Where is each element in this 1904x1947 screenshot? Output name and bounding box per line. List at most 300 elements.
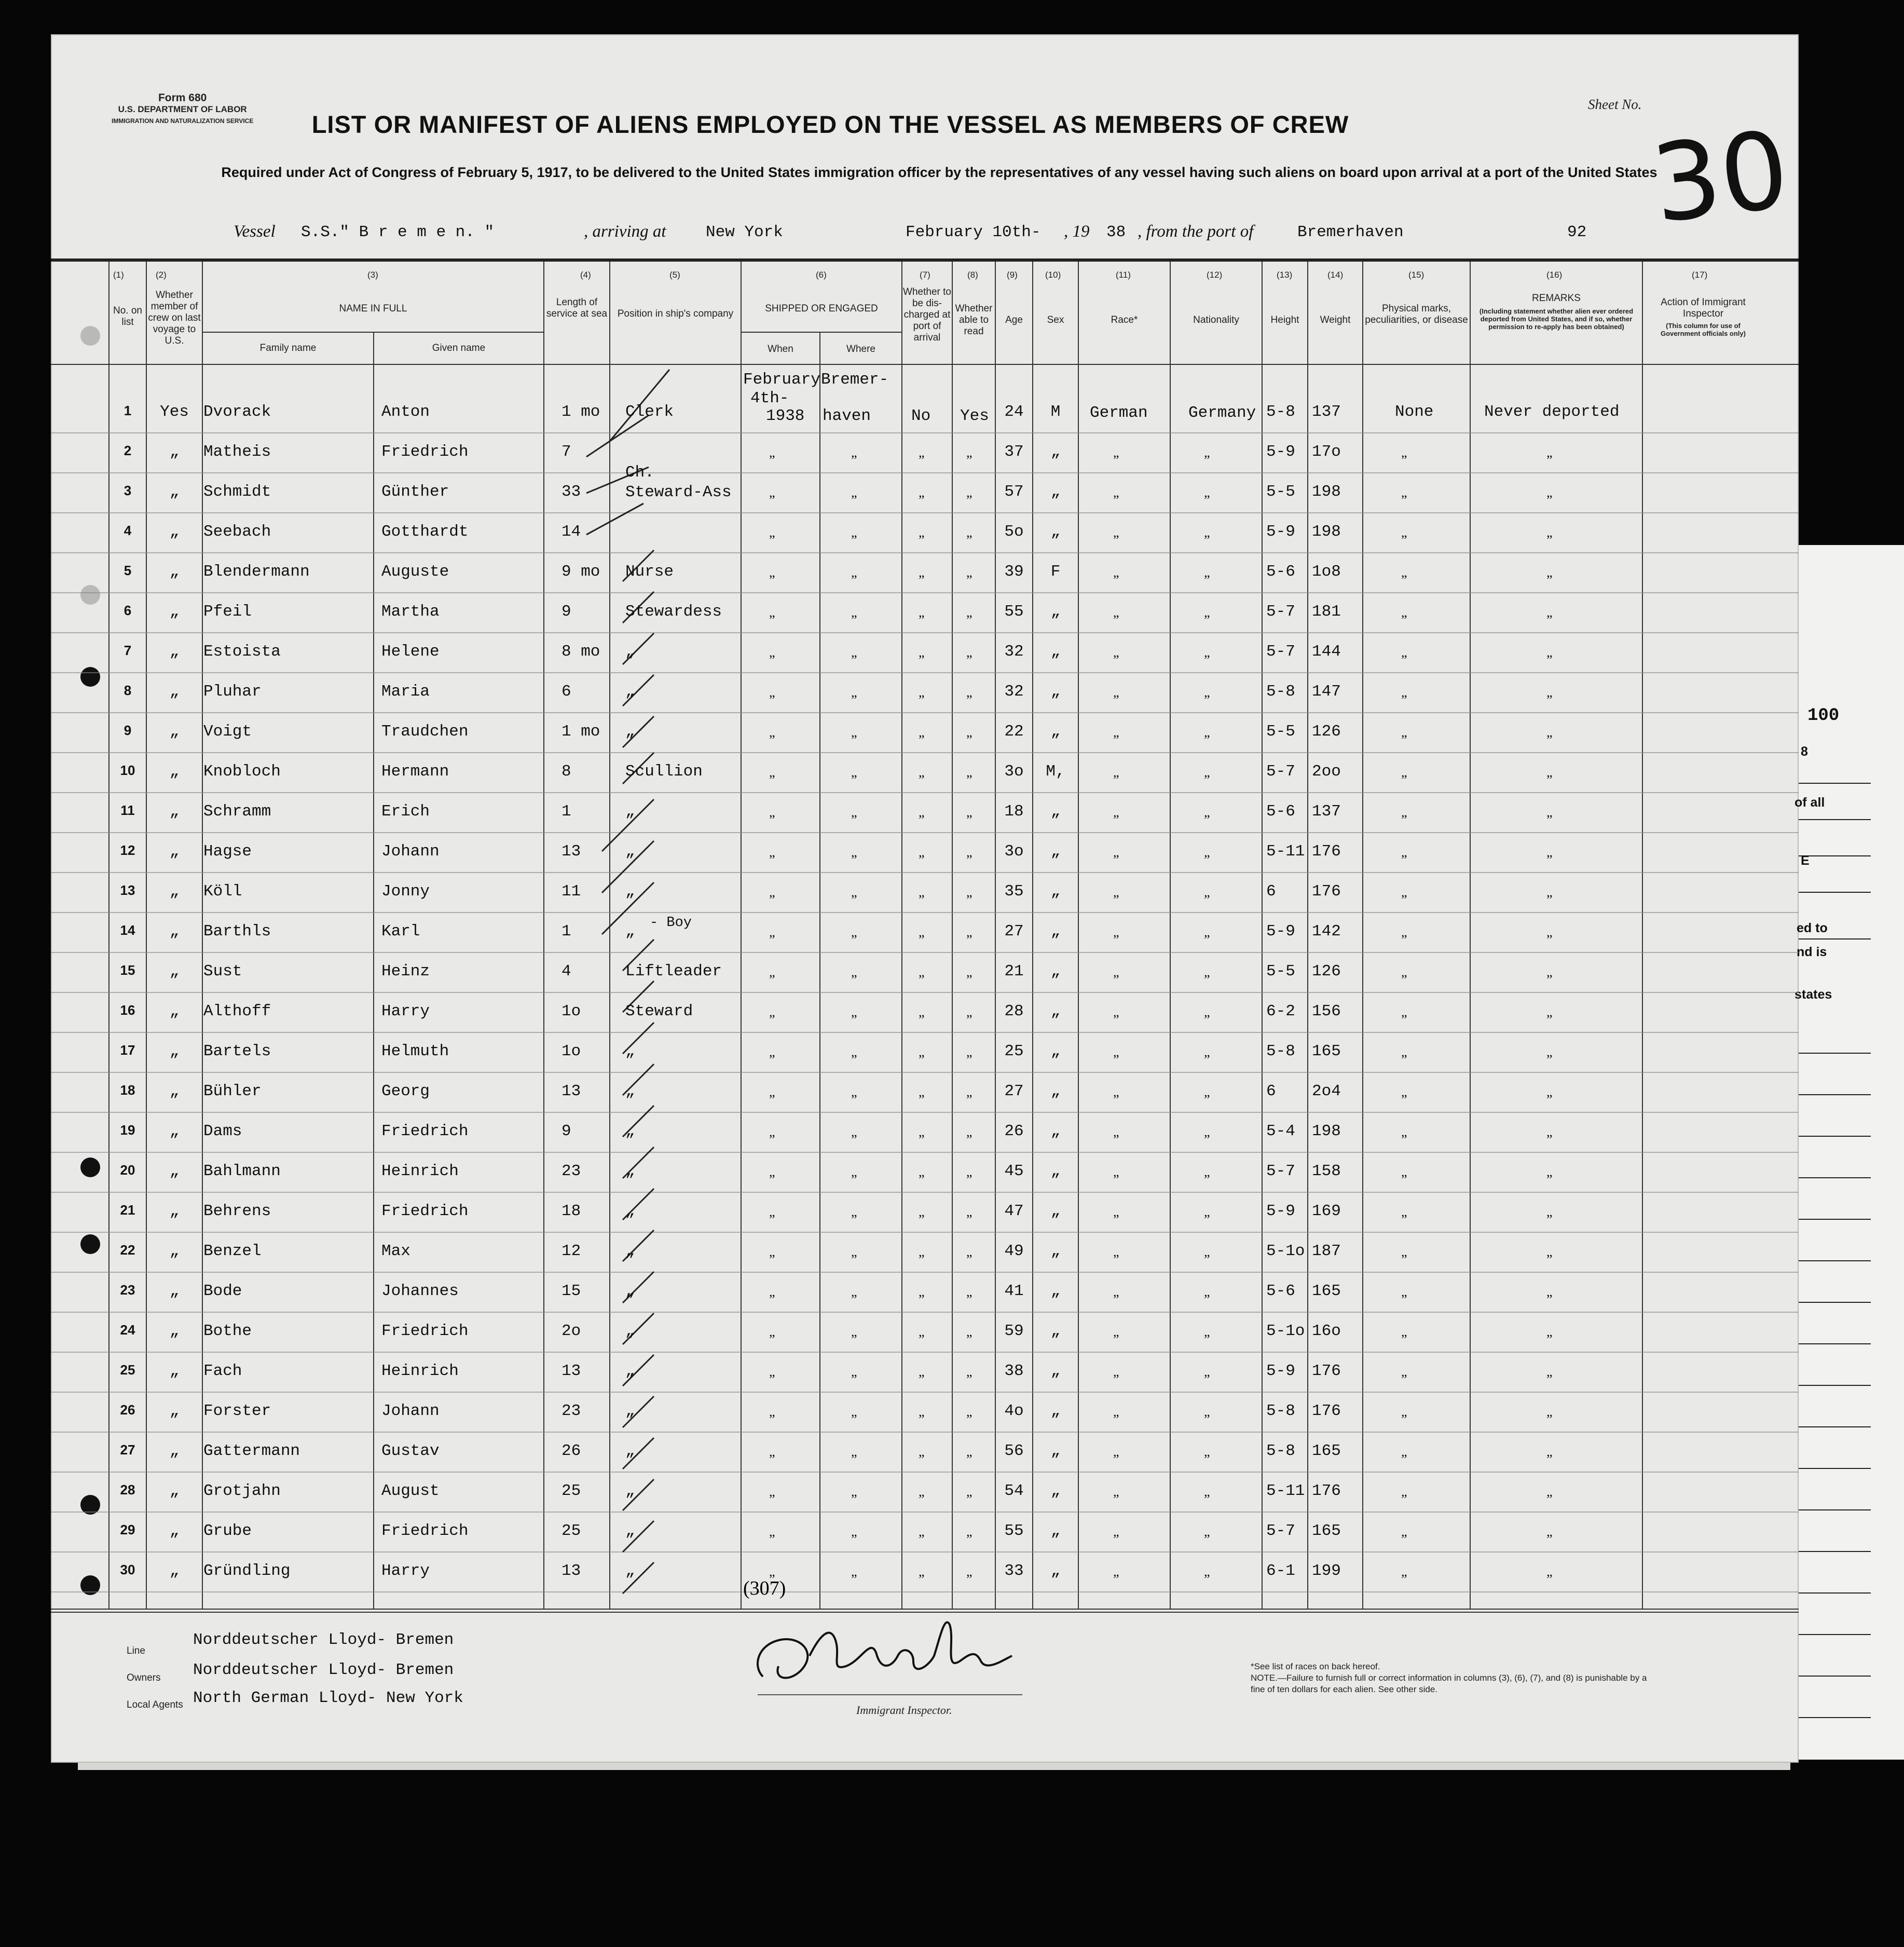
ditto-mark: „ [1546, 525, 1553, 540]
shipped-when: 4th- [750, 389, 789, 407]
header-name-in-full: NAME IN FULL [339, 303, 407, 314]
ditto-mark: „ [919, 1244, 925, 1259]
weight-value: 169 [1312, 1202, 1341, 1220]
position-value: „ [625, 1122, 635, 1140]
given-name-value: Friedrich [381, 1122, 469, 1140]
given-name-value: Jonny [381, 882, 430, 901]
given-name-value: Harry [381, 1562, 430, 1580]
ditto-mark: „ [1401, 1484, 1407, 1499]
family-name-value: Bothe [203, 1322, 252, 1340]
position-value: „ [625, 683, 635, 701]
sex-value: F [1050, 563, 1061, 581]
ditto-mark: „ [769, 1484, 775, 1499]
column-number: (9) [1007, 270, 1018, 280]
header-family-name: Family name [259, 343, 317, 353]
ditto-mark: „ [769, 1524, 775, 1539]
from-port-label: , from the port of [1138, 222, 1254, 241]
row-number: 6 [124, 603, 132, 618]
ditto-mark: „ [769, 1564, 775, 1579]
ditto-mark: „ [1546, 805, 1553, 820]
weight-value: 2o4 [1312, 1082, 1341, 1100]
ditto-mark: „ [919, 525, 925, 540]
given-name-value: Anton [381, 403, 430, 421]
service-length-value: 1o [561, 1002, 581, 1020]
ditto-mark: „ [1401, 845, 1407, 860]
ditto-mark: „ [919, 445, 925, 460]
shipped-when: 1938 [766, 407, 805, 425]
ditto-mark: „ [1546, 964, 1553, 979]
sex-value: „ [1050, 723, 1061, 741]
ditto-mark: „ [966, 485, 972, 500]
ditto-mark: „ [1204, 805, 1210, 820]
position-value: Steward [625, 1002, 693, 1020]
weight-value: 176 [1312, 1402, 1341, 1420]
weight-value: 198 [1312, 523, 1341, 541]
column-number: (15) [1408, 270, 1424, 280]
ditto-mark: „ [1113, 1444, 1119, 1459]
family-name-value: Voigt [203, 723, 252, 741]
column-number: (17) [1692, 270, 1708, 280]
family-name-value: Althoff [203, 1002, 271, 1020]
family-name-value: Matheis [203, 443, 271, 461]
sex-value: „ [1050, 922, 1061, 941]
ditto-mark: „ [966, 725, 972, 740]
ditto-mark: „ [1546, 725, 1553, 740]
service-length-value: 18 [561, 1202, 581, 1220]
position-value: „ [625, 1202, 635, 1220]
last-voyage-value: „ [169, 523, 180, 541]
ditto-mark: „ [1401, 1084, 1407, 1099]
ditto-mark: „ [919, 1404, 925, 1419]
weight-value: 16o [1312, 1322, 1341, 1340]
given-name-value: Johann [381, 842, 440, 861]
ditto-mark: „ [1546, 1204, 1553, 1219]
height-value: 5-9 [1266, 523, 1295, 541]
height-value: 6-1 [1266, 1562, 1295, 1580]
ditto-mark: „ [1113, 1324, 1119, 1339]
extra-number: 92 [1567, 223, 1587, 241]
sex-value: „ [1050, 1562, 1061, 1580]
row-number: 29 [120, 1522, 135, 1537]
height-value: 5-7 [1266, 763, 1295, 781]
service-length-value: 11 [561, 882, 581, 901]
height-value: 5-1o [1266, 1322, 1305, 1340]
ditto-mark: „ [919, 565, 925, 580]
given-name-value: Friedrich [381, 443, 469, 461]
ditto-mark: „ [919, 924, 925, 940]
column-number: (3) [367, 270, 378, 280]
weight-value: 137 [1312, 403, 1341, 421]
height-value: 5-6 [1266, 1282, 1295, 1300]
position-value: „ [625, 1522, 635, 1540]
position-value: „ [625, 922, 635, 941]
ditto-mark: „ [1113, 1564, 1119, 1579]
family-name-value: Fach [203, 1362, 242, 1380]
service-length-value: 23 [561, 1402, 581, 1420]
last-voyage-value: „ [169, 842, 180, 861]
row-number: 24 [120, 1322, 135, 1338]
row-number: 30 [120, 1562, 135, 1577]
ditto-mark: „ [1546, 1044, 1553, 1059]
ditto-mark: „ [1401, 1324, 1407, 1339]
family-name-value: Pfeil [203, 603, 252, 621]
column-number: (7) [920, 270, 930, 280]
height-value: 5-7 [1266, 1522, 1295, 1540]
height-value: 5-8 [1266, 403, 1295, 421]
ditto-mark: „ [1401, 1364, 1407, 1379]
ditto-mark: „ [851, 805, 857, 820]
header-given-name: Given name [432, 343, 486, 353]
column-number: (16) [1546, 270, 1563, 280]
ditto-mark: „ [1401, 1244, 1407, 1259]
ditto-mark: „ [1401, 1524, 1407, 1539]
ditto-mark: „ [851, 845, 857, 860]
ditto-mark: „ [1401, 1284, 1407, 1299]
ditto-mark: „ [919, 1204, 925, 1219]
row-number: 27 [120, 1442, 135, 1458]
ditto-mark: „ [769, 645, 775, 660]
ditto-mark: „ [1401, 1044, 1407, 1059]
punch-hole [80, 1158, 100, 1177]
header-remarks-note: (Including statement whether alien ever ordered deported from United States, and if so, whether permission to re-apply has been obtained) [1479, 307, 1634, 331]
form-number: Form 680 [158, 92, 207, 104]
sex-value: „ [1050, 443, 1061, 461]
last-voyage-value: „ [169, 1002, 180, 1020]
ditto-mark: „ [919, 884, 925, 900]
ditto-mark: „ [966, 565, 972, 580]
ditto-mark: „ [919, 1364, 925, 1379]
row-number: 13 [120, 882, 135, 898]
position-value: „ [625, 842, 635, 861]
ditto-mark: „ [1204, 1404, 1210, 1419]
height-value: 5-9 [1266, 922, 1295, 941]
punch-hole [80, 326, 100, 346]
ditto-mark: „ [1113, 1124, 1119, 1139]
ditto-mark: „ [1546, 1444, 1553, 1459]
ditto-mark: „ [1546, 924, 1553, 940]
ditto-mark: „ [966, 1164, 972, 1179]
ditto-mark: „ [1546, 605, 1553, 620]
last-voyage-value: „ [169, 443, 180, 461]
ditto-mark: „ [769, 725, 775, 740]
physical-marks-value: None [1395, 403, 1434, 421]
weight-value: 2oo [1312, 763, 1341, 781]
ditto-mark: „ [1113, 1004, 1119, 1019]
ditto-mark: „ [966, 1324, 972, 1339]
last-voyage-value: „ [169, 802, 180, 821]
races-note: *See list of races on back hereof. [1251, 1662, 1380, 1671]
ditto-mark: „ [966, 685, 972, 700]
sex-value: „ [1050, 1362, 1061, 1380]
position-value: „ [625, 1082, 635, 1100]
shipped-when: February [743, 371, 820, 389]
age-value: 57 [1004, 483, 1024, 501]
ditto-mark: „ [966, 964, 972, 979]
ditto-mark: „ [966, 445, 972, 460]
ditto-mark: „ [919, 685, 925, 700]
ditto-mark: „ [1204, 1004, 1210, 1019]
ditto-mark: „ [1546, 1164, 1553, 1179]
shipped-where: haven [823, 407, 871, 425]
height-value: 5-8 [1266, 1042, 1295, 1060]
family-name-value: Pluhar [203, 683, 262, 701]
ditto-mark: „ [769, 1244, 775, 1259]
shipped-where: Bremer- [821, 371, 889, 389]
given-name-value: Harry [381, 1002, 430, 1020]
position-value: Stewardess [625, 603, 722, 621]
weight-value: 165 [1312, 1282, 1341, 1300]
ditto-mark: „ [851, 605, 857, 620]
ditto-mark: „ [966, 1004, 972, 1019]
header-height: Height [1270, 315, 1299, 325]
age-value: 37 [1004, 443, 1024, 461]
ditto-mark: „ [1546, 1484, 1553, 1499]
row-number: 7 [124, 643, 132, 658]
ditto-mark: „ [851, 1324, 857, 1339]
column-number: (5) [669, 270, 680, 280]
given-name-value: Auguste [381, 563, 449, 581]
ditto-mark: „ [851, 884, 857, 900]
given-name-value: Traudchen [381, 723, 469, 741]
ditto-mark: „ [769, 445, 775, 460]
sex-value: „ [1050, 683, 1061, 701]
ditto-mark: „ [1204, 645, 1210, 660]
family-name-value: Gründling [203, 1562, 291, 1580]
last-voyage-value: „ [169, 763, 180, 781]
ditto-mark: „ [1546, 1364, 1553, 1379]
position-value: „ [625, 1482, 635, 1500]
header-length-of-service: Length of service at sea [546, 297, 608, 319]
family-name-value: Schmidt [203, 483, 271, 501]
ditto-mark: „ [1204, 1284, 1210, 1299]
ditto-mark: „ [966, 1204, 972, 1219]
header-action-note: (This column for use of Government officials only) [1661, 322, 1746, 337]
height-value: 5-7 [1266, 1162, 1295, 1180]
ditto-mark: „ [851, 765, 857, 780]
ditto-mark: „ [1401, 1004, 1407, 1019]
last-voyage-value: „ [169, 1362, 180, 1380]
age-value: 28 [1004, 1002, 1024, 1020]
ditto-mark: „ [966, 1124, 972, 1139]
service-name: IMMIGRATION AND NATURALIZATION SERVICE [112, 117, 254, 125]
ditto-mark: „ [1401, 765, 1407, 780]
ditto-mark: „ [1204, 1164, 1210, 1179]
family-name-value: Bode [203, 1282, 242, 1300]
sex-value: „ [1050, 523, 1061, 541]
ditto-mark: „ [966, 805, 972, 820]
age-value: 27 [1004, 1082, 1024, 1100]
ditto-mark: „ [769, 1004, 775, 1019]
last-voyage-value: „ [169, 922, 180, 941]
position-value: „ [625, 1562, 635, 1580]
header-physical-marks: Physical marks, peculiarities, or disease [1365, 303, 1468, 325]
column-number: (13) [1277, 270, 1293, 280]
last-voyage-value: „ [169, 723, 180, 741]
last-voyage-value: „ [169, 1042, 180, 1060]
service-length-value: 9 [561, 1122, 571, 1140]
position-value: Nurse [625, 563, 674, 581]
age-value: 24 [1004, 403, 1024, 421]
inspector-label: Immigrant Inspector. [856, 1704, 952, 1717]
service-length-value: 25 [561, 1482, 581, 1500]
sex-value: „ [1050, 1122, 1061, 1140]
family-name-value: Grotjahn [203, 1482, 281, 1500]
age-value: 3o [1004, 842, 1024, 861]
ditto-mark: „ [919, 605, 925, 620]
ditto-mark: „ [1401, 884, 1407, 900]
ditto-mark: „ [1204, 1444, 1210, 1459]
weight-value: 176 [1312, 1362, 1341, 1380]
ditto-mark: „ [769, 1404, 775, 1419]
row-number: 19 [120, 1122, 135, 1138]
ditto-mark: „ [1113, 605, 1119, 620]
age-value: 56 [1004, 1442, 1024, 1460]
race-value: German [1090, 404, 1148, 422]
age-value: 54 [1004, 1482, 1024, 1500]
age-value: 55 [1004, 603, 1024, 621]
service-length-value: 13 [561, 1362, 581, 1380]
last-voyage-value: „ [169, 1322, 180, 1340]
row-number: 9 [124, 723, 132, 738]
ditto-mark: „ [1546, 845, 1553, 860]
ditto-mark: „ [851, 1524, 857, 1539]
header-no-on-list: No. on list [113, 305, 142, 328]
ditto-mark: „ [1113, 645, 1119, 660]
last-voyage-value: „ [169, 1402, 180, 1420]
age-value: 39 [1004, 563, 1024, 581]
weight-value: 142 [1312, 922, 1341, 941]
row-number: 5 [124, 563, 132, 578]
service-length-value: 9 [561, 603, 571, 621]
ditto-mark: „ [919, 1564, 925, 1579]
ditto-mark: „ [769, 845, 775, 860]
service-length-value: 1 [561, 922, 571, 941]
height-value: 5-9 [1266, 443, 1295, 461]
ditto-mark: „ [919, 1044, 925, 1059]
ditto-mark: „ [1546, 685, 1553, 700]
arriving-port: New York [706, 223, 783, 241]
ditto-mark: „ [769, 525, 775, 540]
row-number: 4 [124, 523, 132, 538]
ditto-mark: „ [1113, 725, 1119, 740]
ditto-mark: „ [919, 964, 925, 979]
ditto-mark: „ [966, 1364, 972, 1379]
ditto-mark: „ [769, 884, 775, 900]
service-length-value: 8 mo [561, 643, 600, 661]
ditto-mark: „ [851, 1124, 857, 1139]
ditto-mark: „ [851, 1284, 857, 1299]
service-length-value: 9 mo [561, 563, 600, 581]
ditto-mark: „ [1546, 1124, 1553, 1139]
ditto-mark: „ [1401, 605, 1407, 620]
column-number: (14) [1327, 270, 1344, 280]
family-name-value: Sust [203, 962, 242, 981]
position-value: „ [625, 1282, 635, 1300]
family-name-value: Blendermann [203, 563, 310, 581]
ditto-mark: „ [1113, 1204, 1119, 1219]
ditto-mark: „ [769, 1284, 775, 1299]
given-name-value: Friedrich [381, 1322, 469, 1340]
age-value: 21 [1004, 962, 1024, 981]
row-number: 14 [120, 922, 135, 938]
ditto-mark: „ [919, 845, 925, 860]
row-number: 23 [120, 1282, 135, 1298]
last-voyage-value: „ [169, 962, 180, 981]
ditto-mark: „ [1401, 685, 1407, 700]
row-number: 12 [120, 842, 135, 858]
ditto-mark: „ [919, 645, 925, 660]
given-name-value: Gotthardt [381, 523, 469, 541]
ditto-mark: „ [919, 1004, 925, 1019]
ditto-mark: „ [1204, 1564, 1210, 1579]
ditto-mark: „ [851, 725, 857, 740]
family-name-value: Bartels [203, 1042, 271, 1060]
ditto-mark: „ [1546, 884, 1553, 900]
ditto-mark: „ [851, 1044, 857, 1059]
weight-value: 165 [1312, 1042, 1341, 1060]
family-name-value: Barthls [203, 922, 271, 941]
sex-value: „ [1050, 1002, 1061, 1020]
age-value: 32 [1004, 643, 1024, 661]
age-value: 49 [1004, 1242, 1024, 1260]
ditto-mark: „ [1204, 525, 1210, 540]
row-number: 2 [124, 443, 132, 458]
ditto-mark: „ [851, 1484, 857, 1499]
family-name-value: Grube [203, 1522, 252, 1540]
header-weight: Weight [1320, 315, 1351, 325]
sex-value: „ [1050, 1242, 1061, 1260]
discharged-value: No [911, 407, 931, 425]
service-length-value: 7 [561, 443, 571, 461]
ditto-mark: „ [1113, 924, 1119, 940]
ditto-mark: „ [1546, 565, 1553, 580]
age-value: 33 [1004, 1562, 1024, 1580]
ditto-mark: „ [919, 765, 925, 780]
weight-value: 176 [1312, 842, 1341, 861]
header-nationality: Nationality [1193, 315, 1239, 325]
position-value: „ [625, 643, 635, 661]
ditto-mark: „ [966, 845, 972, 860]
row-number: 8 [124, 683, 132, 698]
stub-fragment: nd is [1797, 945, 1827, 959]
from-port: Bremerhaven [1297, 223, 1404, 241]
punch-hole [80, 1234, 100, 1254]
ditto-mark: „ [769, 685, 775, 700]
ditto-mark: „ [851, 1164, 857, 1179]
ditto-mark: „ [769, 1124, 775, 1139]
ditto-mark: „ [851, 685, 857, 700]
height-value: 5-7 [1266, 603, 1295, 621]
ditto-mark: „ [1113, 525, 1119, 540]
ditto-mark: „ [1204, 565, 1210, 580]
stub-fragment: states [1795, 987, 1832, 1002]
position-value: Scullion [625, 763, 703, 781]
sex-value: „ [1050, 842, 1061, 861]
ditto-mark: „ [966, 1564, 972, 1579]
punch-hole [80, 1495, 100, 1515]
column-number: (8) [967, 270, 978, 280]
age-value: 5o [1004, 523, 1024, 541]
position-value: Liftleader [625, 962, 722, 981]
sheet-number-label: Sheet No. [1588, 97, 1642, 112]
weight-value: 199 [1312, 1562, 1341, 1580]
ditto-mark: „ [769, 1044, 775, 1059]
column-number: (2) [156, 270, 167, 280]
age-value: 26 [1004, 1122, 1024, 1140]
ditto-mark: „ [851, 1084, 857, 1099]
ditto-mark: „ [769, 1204, 775, 1219]
ditto-mark: „ [1113, 964, 1119, 979]
